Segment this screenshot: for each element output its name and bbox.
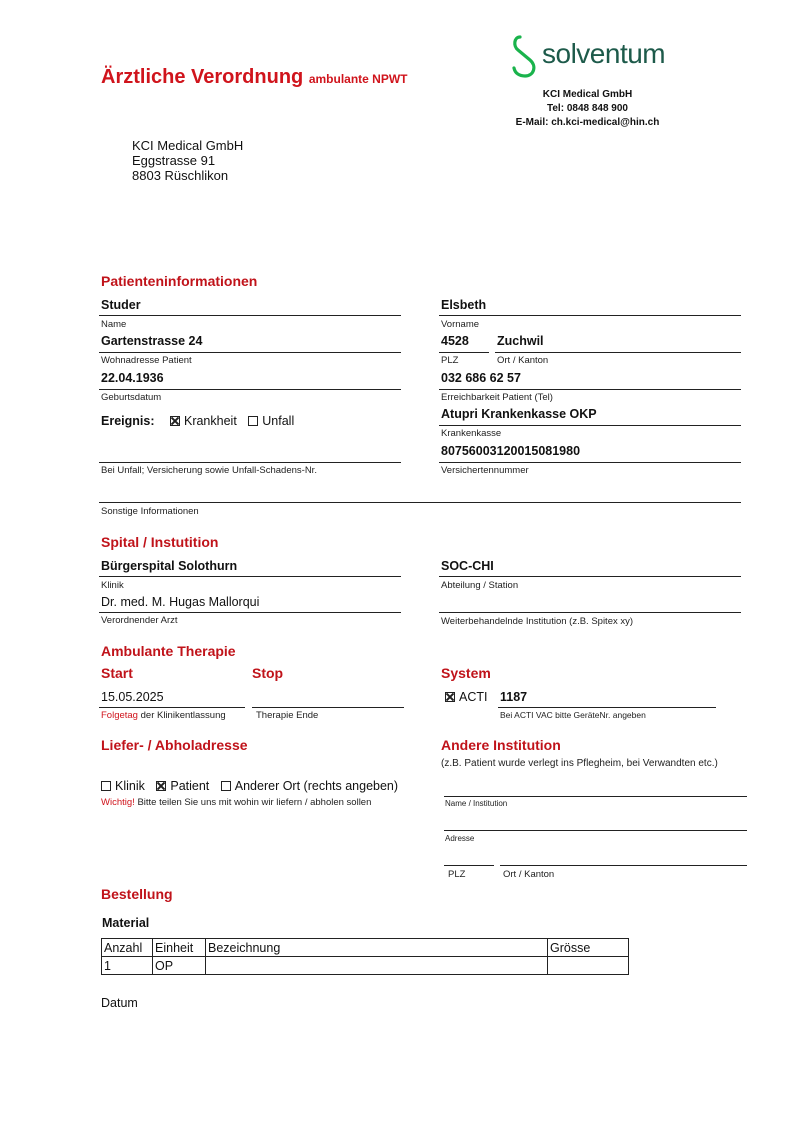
therapy-start-sub xyxy=(101,710,226,721)
therapy-start-heading: Start xyxy=(101,665,133,681)
patient-insured-number[interactable]: 80756003120015081980 xyxy=(441,444,581,458)
col-anzahl: Anzahl xyxy=(102,939,153,957)
hospital-clinic[interactable]: Bürgerspital Solothurn xyxy=(101,559,238,573)
patient-ort[interactable]: Zuchwil xyxy=(497,334,544,348)
system-note: Bei ACTI VAC bitte GeräteNr. angeben xyxy=(500,710,646,720)
delivery-klinik-label: Klinik xyxy=(115,779,145,793)
hospital-doctor-label: Verordnender Arzt xyxy=(101,615,178,626)
hospital-doctor[interactable]: Dr. med. M. Hugas Mallorqui xyxy=(101,595,260,609)
patient-insurer[interactable]: Atupri Krankenkasse OKP xyxy=(441,407,597,421)
delivery-note-text: Bitte teilen Sie uns mit wohin wir liefern / abholen sollen xyxy=(137,797,372,808)
contact-tel: Tel: 0848 848 900 xyxy=(547,103,628,114)
patient-birthdate[interactable]: 22.04.1936 xyxy=(101,371,164,385)
form-title-text: Ärztliche Verordnung xyxy=(101,66,304,88)
event-label: Ereignis: xyxy=(101,414,155,428)
system-group xyxy=(445,690,487,704)
hospital-department[interactable]: SOC-CHI xyxy=(441,559,494,573)
delivery-patient-label: Patient xyxy=(170,779,210,793)
event-unfall-label: Unfall xyxy=(262,414,295,428)
section-other-institution: Andere Institution xyxy=(441,737,561,753)
system-device-number[interactable]: 1187 xyxy=(500,690,528,704)
hospital-department-label: Abteilung / Station xyxy=(441,580,519,591)
col-groesse: Grösse xyxy=(548,939,629,957)
patient-insurer-label: Krankenkasse xyxy=(441,428,502,439)
cell-bezeichnung[interactable] xyxy=(206,957,548,975)
system-acti-checkbox[interactable] xyxy=(445,692,455,702)
patient-vorname-label: Vorname xyxy=(441,319,480,330)
therapy-start-sub-text: der Klinikentlassung xyxy=(140,710,226,721)
patient-insured-number-label: Versichertennummer xyxy=(441,465,529,476)
contact-company: KCI Medical GmbH xyxy=(542,89,633,100)
delivery-patient-checkbox[interactable] xyxy=(156,781,166,791)
other-institution-address-label: Adresse xyxy=(445,834,475,843)
material-label: Material xyxy=(102,916,150,930)
delivery-options xyxy=(101,779,406,793)
recipient-line-2: Eggstrasse 91 xyxy=(132,153,216,168)
delivery-other-label: Anderer Ort (rechts angeben) xyxy=(234,779,399,793)
form-subtitle: ambulante NPWT xyxy=(308,72,408,86)
patient-address[interactable]: Gartenstrasse 24 xyxy=(101,334,203,348)
therapy-start-date[interactable]: 15.05.2025 xyxy=(101,690,164,704)
patient-address-label: Wohnadresse Patient xyxy=(101,355,192,366)
contact-block xyxy=(490,88,685,130)
form-title xyxy=(101,66,407,89)
patient-phone[interactable]: 032 686 62 57 xyxy=(441,371,521,385)
material-table-header xyxy=(102,939,629,957)
recipient-address xyxy=(132,138,243,183)
other-institution-note: (z.B. Patient wurde verlegt ins Pflegheim, bei Verwandten etc.) xyxy=(441,758,718,769)
other-institution-name-label: Name / Institution xyxy=(445,799,508,808)
recipient-line-1: KCI Medical GmbH xyxy=(132,138,244,153)
accident-insurance-label: Bei Unfall; Versicherung sowie Unfall-Schadens-Nr. xyxy=(101,465,317,476)
other-institution-plz-label: PLZ xyxy=(448,869,466,880)
section-patient: Patienteninformationen xyxy=(101,273,258,289)
patient-birthdate-label: Geburtsdatum xyxy=(101,392,162,403)
patient-plz-label: PLZ xyxy=(441,355,459,366)
patient-phone-label: Erreichbarkeit Patient (Tel) xyxy=(441,392,553,403)
delivery-klinik-checkbox[interactable] xyxy=(101,781,111,791)
therapy-stop-sub: Therapie Ende xyxy=(256,710,319,721)
brand-logo xyxy=(510,33,690,81)
section-therapy: Ambulante Therapie xyxy=(101,643,236,659)
material-table xyxy=(101,938,629,975)
section-order: Bestellung xyxy=(101,886,173,902)
therapy-system-heading: System xyxy=(441,665,491,681)
therapy-start-sub-red: Folgetag xyxy=(101,710,138,721)
cell-anzahl[interactable]: 1 xyxy=(102,957,153,975)
contact-email: E-Mail: ch.kci-medical@hin.ch xyxy=(515,117,660,128)
followup-institution-label: Weiterbehandelnde Institution (z.B. Spitex xy) xyxy=(441,616,634,627)
event-krankheit-checkbox[interactable] xyxy=(170,416,180,426)
col-bezeichnung: Bezeichnung xyxy=(206,939,548,957)
patient-name-label: Name xyxy=(101,319,127,330)
recipient-line-3: 8803 Rüschlikon xyxy=(132,168,229,183)
patient-vorname[interactable]: Elsbeth xyxy=(441,298,487,312)
event-unfall-checkbox[interactable] xyxy=(248,416,258,426)
solventum-logo-icon xyxy=(510,33,540,79)
patient-ort-label: Ort / Kanton xyxy=(497,355,549,366)
delivery-note xyxy=(101,797,371,808)
other-info-label: Sonstige Informationen xyxy=(101,506,199,517)
brand-name: solventum xyxy=(542,38,666,69)
section-delivery: Liefer- / Abholadresse xyxy=(101,737,248,753)
therapy-stop-heading: Stop xyxy=(252,665,284,681)
col-einheit: Einheit xyxy=(153,939,206,957)
delivery-other-checkbox[interactable] xyxy=(221,781,231,791)
patient-name[interactable]: Studer xyxy=(101,298,141,312)
section-hospital: Spital / Instutition xyxy=(101,534,219,550)
delivery-note-important: Wichtig! xyxy=(101,797,135,808)
event-group xyxy=(101,414,302,428)
date-label: Datum xyxy=(101,996,138,1010)
other-institution-ort-label: Ort / Kanton xyxy=(503,869,555,880)
patient-plz[interactable]: 4528 xyxy=(441,334,469,348)
cell-groesse[interactable] xyxy=(548,957,629,975)
event-krankheit-label: Krankheit xyxy=(183,414,237,428)
table-row xyxy=(102,957,629,975)
cell-einheit[interactable]: OP xyxy=(153,957,206,975)
system-acti-label: ACTI xyxy=(459,690,488,704)
hospital-clinic-label: Klinik xyxy=(101,580,124,591)
